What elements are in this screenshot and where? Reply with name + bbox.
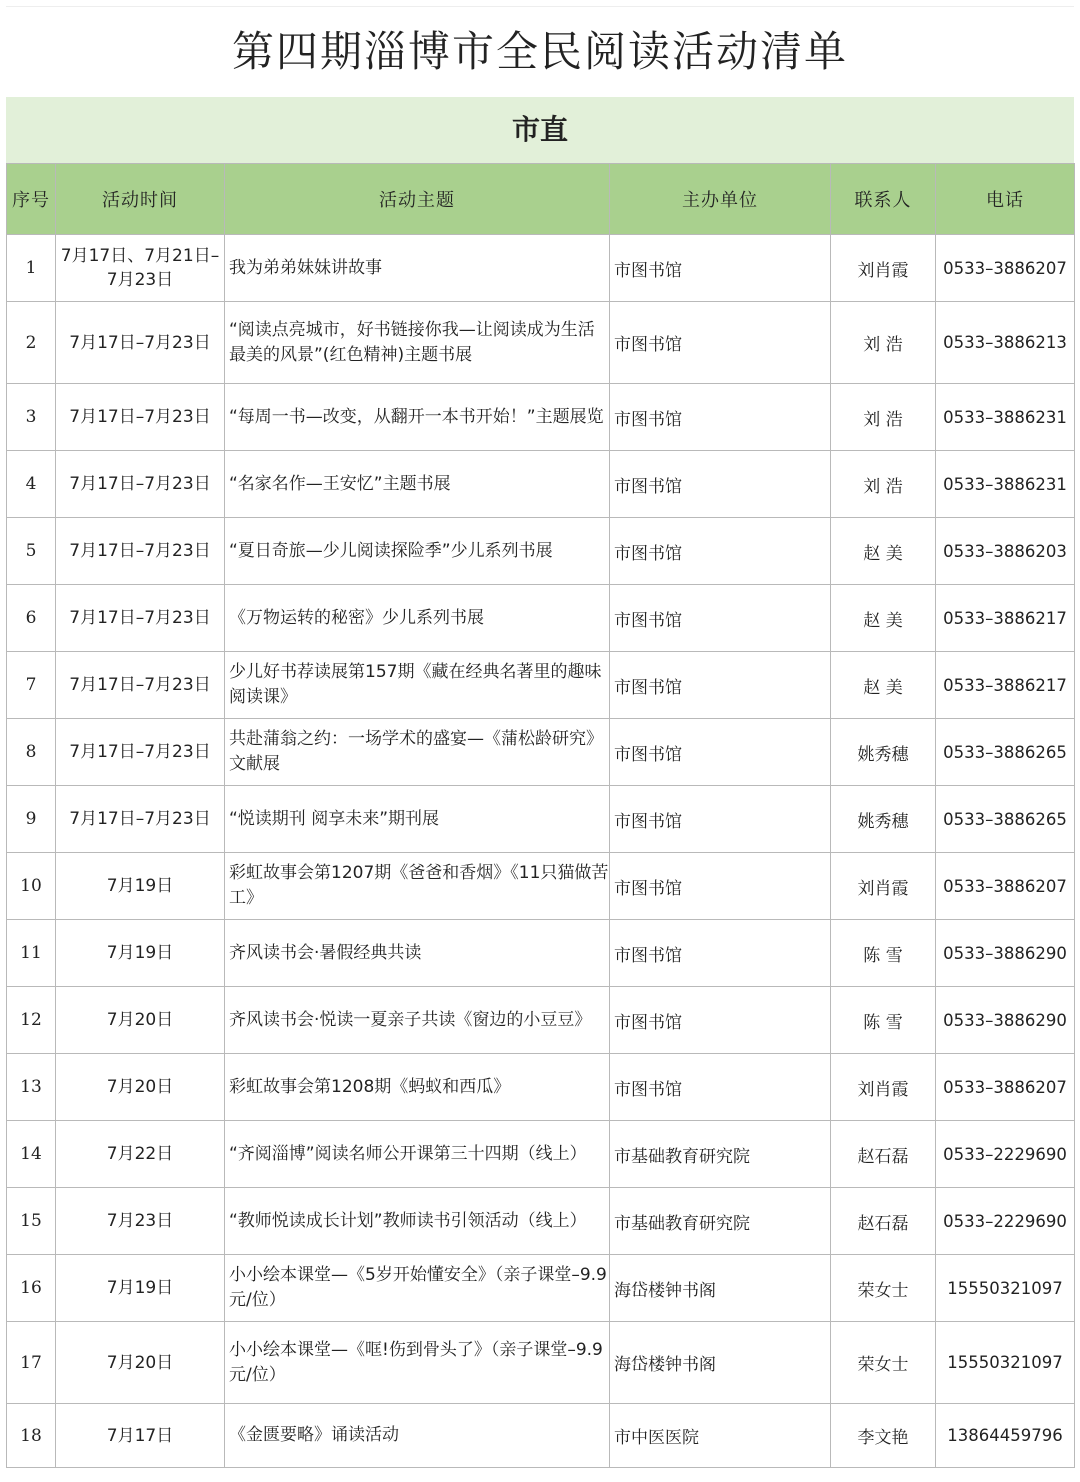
- cell-contact: 刘肖霞: [831, 235, 936, 302]
- cell-topic: “每周一书—改变，从翻开一本书开始！”主题展览: [225, 384, 610, 451]
- cell-phone: 0533–3886207: [936, 235, 1075, 302]
- cell-organizer: 市图书馆: [610, 719, 831, 786]
- page-title: 第四期淄博市全民阅读活动清单: [6, 6, 1074, 97]
- cell-organizer: 市图书馆: [610, 652, 831, 719]
- cell-index: 4: [7, 451, 56, 518]
- cell-phone: 0533–3886203: [936, 518, 1075, 585]
- cell-organizer: 海岱楼钟书阁: [610, 1255, 831, 1322]
- cell-topic: “阅读点亮城市，好书链接你我—让阅读成为生活最美的风景”(红色精神)主题书展: [225, 302, 610, 384]
- cell-organizer: 市图书馆: [610, 585, 831, 652]
- cell-time: 7月19日: [56, 920, 225, 987]
- cell-phone: 0533–3886231: [936, 384, 1075, 451]
- cell-contact: 刘 浩: [831, 384, 936, 451]
- cell-time: 7月17日–7月23日: [56, 585, 225, 652]
- cell-index: 17: [7, 1322, 56, 1404]
- cell-topic: 彩虹故事会第1208期《蚂蚁和西瓜》: [225, 1054, 610, 1121]
- table-row: [7, 518, 1075, 585]
- table-row: [7, 1322, 1075, 1404]
- cell-topic: 共赴蒲翁之约：一场学术的盛宴—《蒲松龄研究》文献展: [225, 719, 610, 786]
- table-row: [7, 302, 1075, 384]
- cell-topic: 小小绘本课堂—《5岁开始懂安全》（亲子课堂–9.9元/位）: [225, 1255, 610, 1322]
- table-row: [7, 987, 1075, 1054]
- cell-topic: “悦读期刊 阅享未来”期刊展: [225, 786, 610, 853]
- cell-time: 7月19日: [56, 1255, 225, 1322]
- cell-time: 7月20日: [56, 1054, 225, 1121]
- cell-topic: 彩虹故事会第1207期《爸爸和香烟》《11只猫做苦工》: [225, 853, 610, 920]
- cell-topic: 少儿好书荐读展第157期《藏在经典名著里的趣味阅读课》: [225, 652, 610, 719]
- cell-phone: 0533–3886217: [936, 585, 1075, 652]
- header-row: [7, 164, 1075, 235]
- cell-phone: 15550321097: [936, 1255, 1075, 1322]
- cell-topic: 《万物运转的秘密》少儿系列书展: [225, 585, 610, 652]
- cell-organizer: 市图书馆: [610, 920, 831, 987]
- cell-time: 7月17日–7月23日: [56, 302, 225, 384]
- cell-topic: “名家名作—王安忆”主题书展: [225, 451, 610, 518]
- cell-phone: 0533–3886231: [936, 451, 1075, 518]
- cell-organizer: 市图书馆: [610, 451, 831, 518]
- cell-topic: “夏日奇旅—少儿阅读探险季”少儿系列书展: [225, 518, 610, 585]
- cell-organizer: 市中医医院: [610, 1404, 831, 1468]
- table-row: [7, 451, 1075, 518]
- cell-contact: 荣女士: [831, 1322, 936, 1404]
- cell-index: 3: [7, 384, 56, 451]
- cell-organizer: 市图书馆: [610, 786, 831, 853]
- table-row: [7, 1404, 1075, 1468]
- cell-phone: 0533–3886265: [936, 719, 1075, 786]
- cell-organizer: 市图书馆: [610, 302, 831, 384]
- cell-index: 8: [7, 719, 56, 786]
- cell-topic: “齐阅淄博”阅读名师公开课第三十四期（线上）: [225, 1121, 610, 1188]
- cell-phone: 0533–2229690: [936, 1121, 1075, 1188]
- activity-table: [6, 163, 1075, 1468]
- cell-time: 7月23日: [56, 1188, 225, 1255]
- cell-index: 11: [7, 920, 56, 987]
- cell-index: 7: [7, 652, 56, 719]
- cell-contact: 赵 美: [831, 585, 936, 652]
- section-heading: 市直: [6, 97, 1074, 163]
- cell-organizer: 市图书馆: [610, 384, 831, 451]
- cell-organizer: 市基础教育研究院: [610, 1121, 831, 1188]
- table-row: [7, 235, 1075, 302]
- table-row: [7, 1188, 1075, 1255]
- cell-organizer: 市图书馆: [610, 1054, 831, 1121]
- cell-phone: 15550321097: [936, 1322, 1075, 1404]
- cell-contact: 荣女士: [831, 1255, 936, 1322]
- cell-time: 7月17日–7月23日: [56, 652, 225, 719]
- cell-contact: 刘肖霞: [831, 853, 936, 920]
- cell-organizer: 市图书馆: [610, 853, 831, 920]
- cell-contact: 刘 浩: [831, 302, 936, 384]
- cell-topic: 小小绘本课堂—《哐!伤到骨头了》（亲子课堂–9.9元/位）: [225, 1322, 610, 1404]
- cell-time: 7月22日: [56, 1121, 225, 1188]
- cell-time: 7月17日: [56, 1404, 225, 1468]
- cell-contact: 姚秀穗: [831, 786, 936, 853]
- column-header-organizer: 主办单位: [610, 164, 831, 235]
- cell-time: 7月17日–7月23日: [56, 451, 225, 518]
- cell-organizer: 市图书馆: [610, 235, 831, 302]
- cell-contact: 赵石磊: [831, 1188, 936, 1255]
- cell-contact: 赵 美: [831, 518, 936, 585]
- column-header-phone: 电话: [936, 164, 1075, 235]
- cell-time: 7月17日–7月23日: [56, 384, 225, 451]
- table-row: [7, 1121, 1075, 1188]
- cell-index: 14: [7, 1121, 56, 1188]
- cell-index: 6: [7, 585, 56, 652]
- cell-index: 10: [7, 853, 56, 920]
- cell-contact: 陈 雪: [831, 987, 936, 1054]
- cell-phone: 0533–3886207: [936, 853, 1075, 920]
- column-header-time: 活动时间: [56, 164, 225, 235]
- cell-index: 13: [7, 1054, 56, 1121]
- cell-index: 2: [7, 302, 56, 384]
- cell-contact: 刘 浩: [831, 451, 936, 518]
- cell-time: 7月17日–7月23日: [56, 719, 225, 786]
- column-header-topic: 活动主题: [225, 164, 610, 235]
- cell-topic: 齐风读书会·暑假经典共读: [225, 920, 610, 987]
- activity-sheet: [6, 6, 1074, 1476]
- cell-phone: 13864459796: [936, 1404, 1075, 1468]
- cell-index: 15: [7, 1188, 56, 1255]
- cell-phone: 0533–3886290: [936, 987, 1075, 1054]
- cell-time: 7月17日–7月23日: [56, 786, 225, 853]
- cell-topic: 《金匮要略》诵读活动: [225, 1404, 610, 1468]
- cell-phone: 0533–3886265: [936, 786, 1075, 853]
- cell-index: 16: [7, 1255, 56, 1322]
- cell-contact: 赵 美: [831, 652, 936, 719]
- cell-phone: 0533–2229690: [936, 1188, 1075, 1255]
- cell-topic: 我为弟弟妹妹讲故事: [225, 235, 610, 302]
- table-row: [7, 1054, 1075, 1121]
- cell-organizer: 市图书馆: [610, 518, 831, 585]
- table-row: [7, 853, 1075, 920]
- cell-contact: 赵石磊: [831, 1121, 936, 1188]
- table-row: [7, 384, 1075, 451]
- cell-time: 7月17日–7月23日: [56, 518, 225, 585]
- cell-phone: 0533–3886213: [936, 302, 1075, 384]
- table-row: [7, 652, 1075, 719]
- cell-phone: 0533–3886207: [936, 1054, 1075, 1121]
- cell-topic: 齐风读书会·悦读一夏亲子共读《窗边的小豆豆》: [225, 987, 610, 1054]
- cell-phone: 0533–3886290: [936, 920, 1075, 987]
- cell-organizer: 海岱楼钟书阁: [610, 1322, 831, 1404]
- cell-topic: “教师悦读成长计划”教师读书引领活动（线上）: [225, 1188, 610, 1255]
- cell-contact: 姚秀穗: [831, 719, 936, 786]
- cell-contact: 陈 雪: [831, 920, 936, 987]
- cell-time: 7月19日: [56, 853, 225, 920]
- table-row: [7, 719, 1075, 786]
- cell-contact: 刘肖霞: [831, 1054, 936, 1121]
- cell-organizer: 市基础教育研究院: [610, 1188, 831, 1255]
- table-row: [7, 920, 1075, 987]
- cell-time: 7月20日: [56, 1322, 225, 1404]
- cell-time: 7月17日、7月21日–7月23日: [56, 235, 225, 302]
- column-header-index: 序号: [7, 164, 56, 235]
- cell-index: 12: [7, 987, 56, 1054]
- cell-contact: 李文艳: [831, 1404, 936, 1468]
- cell-organizer: 市图书馆: [610, 987, 831, 1054]
- cell-index: 1: [7, 235, 56, 302]
- cell-time: 7月20日: [56, 987, 225, 1054]
- table-row: [7, 786, 1075, 853]
- column-header-contact: 联系人: [831, 164, 936, 235]
- table-row: [7, 585, 1075, 652]
- table-row: [7, 1255, 1075, 1322]
- cell-index: 9: [7, 786, 56, 853]
- cell-index: 18: [7, 1404, 56, 1468]
- cell-index: 5: [7, 518, 56, 585]
- cell-phone: 0533–3886217: [936, 652, 1075, 719]
